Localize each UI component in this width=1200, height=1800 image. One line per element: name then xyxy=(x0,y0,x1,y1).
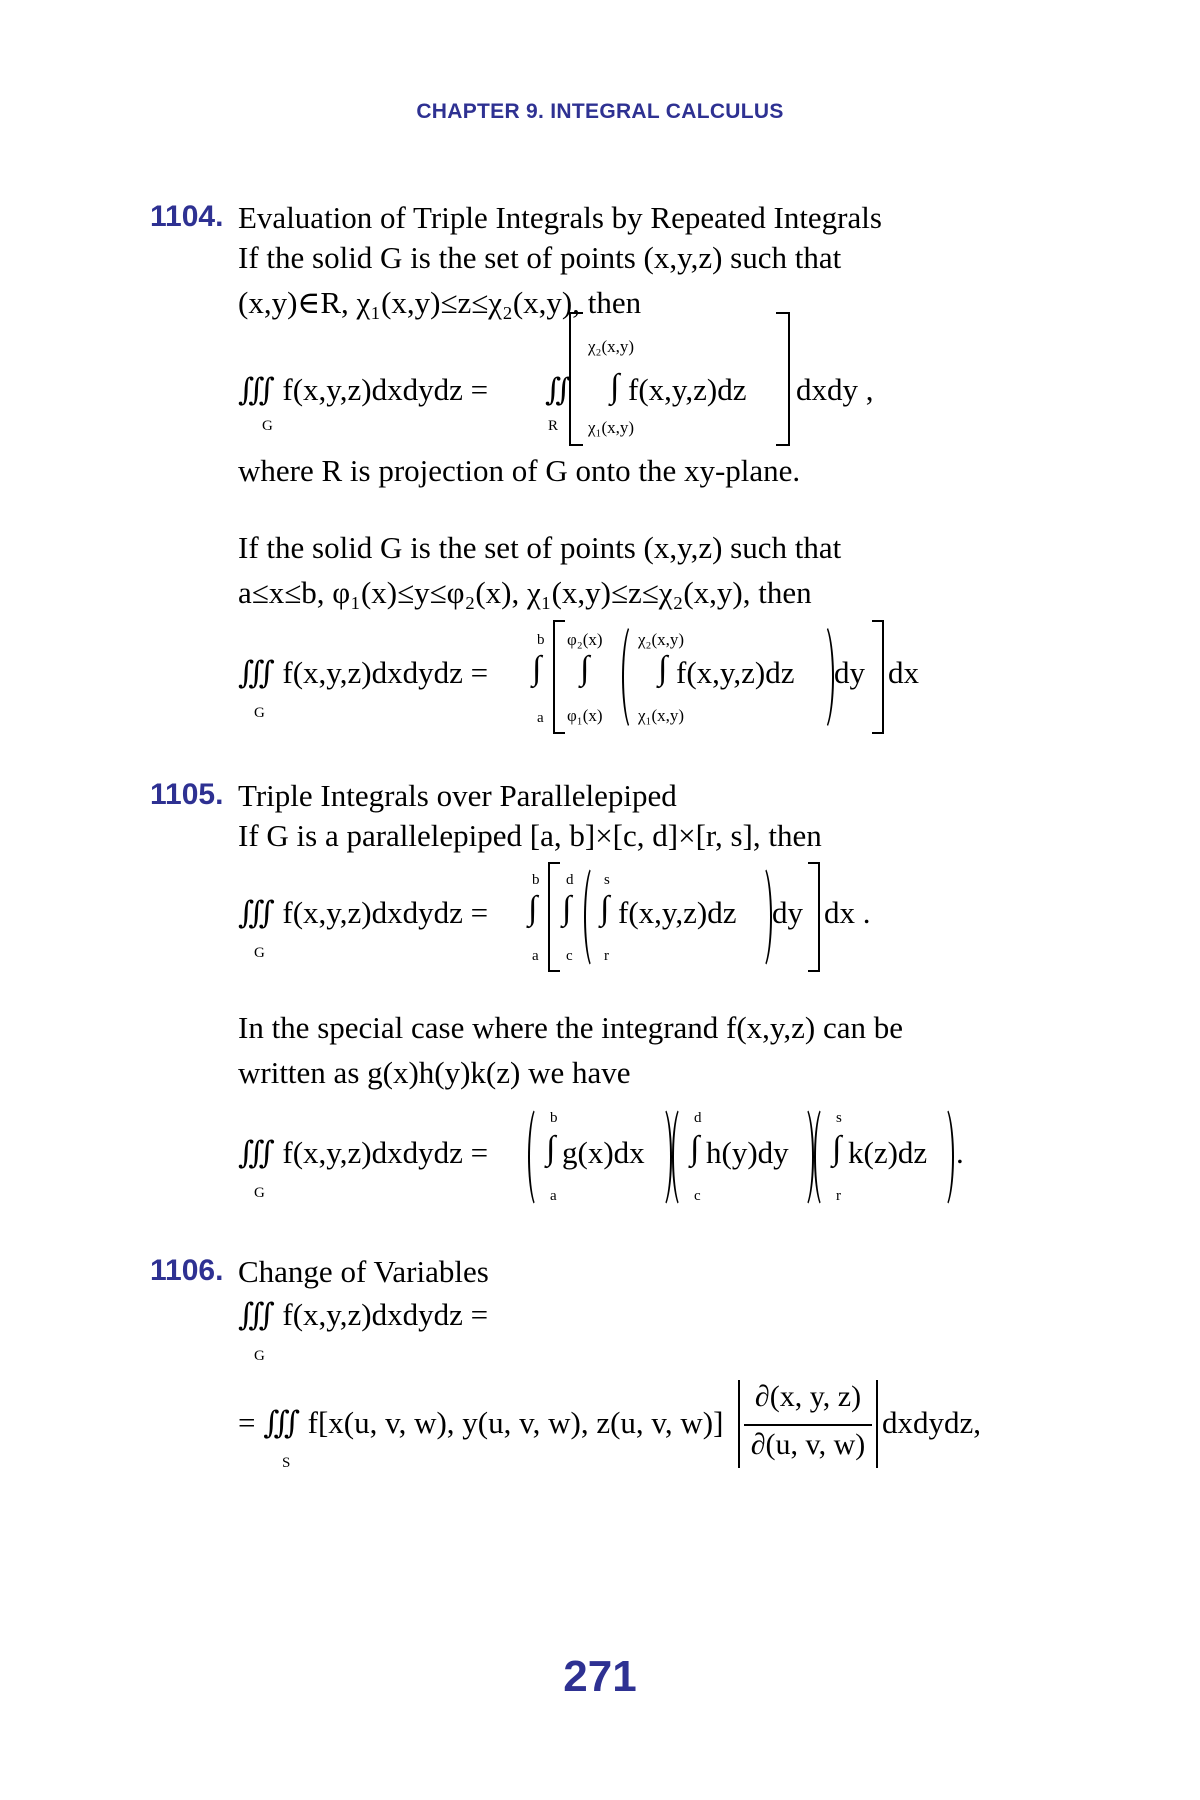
lower-limit-a: a xyxy=(532,948,539,964)
left-bracket xyxy=(553,620,565,734)
upper-limit-s: s xyxy=(604,872,610,888)
equation-lhs: ∭ f(x,y,z)dxdydz = xyxy=(238,655,489,690)
lower-limit: χ₁(x,y) xyxy=(588,418,635,437)
integral-sign: ∫ xyxy=(546,1130,556,1167)
right-bracket xyxy=(872,620,884,734)
abs-bar-left xyxy=(738,1380,740,1468)
chapter-header: CHAPTER 9. INTEGRAL CALCULUS xyxy=(416,100,784,123)
text-line: (x,y)∈R, χ₁(x,y)≤z≤χ₂(x,y), then xyxy=(238,285,642,320)
section-title-1104: Evaluation of Triple Integrals by Repeated Integrals xyxy=(238,200,882,235)
text-line: a≤x≤b, φ₁(x)≤y≤φ₂(x), χ₁(x,y)≤z≤χ₂(x,y), then xyxy=(238,575,812,610)
upper-limit-phi2: φ₂(x) xyxy=(567,630,603,649)
limit-subscript: R xyxy=(548,418,559,434)
jacobian-numerator: ∂(x, y, z) xyxy=(754,1380,862,1413)
fraction-bar xyxy=(744,1424,872,1426)
right-paren xyxy=(794,1105,814,1209)
lower-limit-a: a xyxy=(550,1188,557,1204)
jacobian-denominator: ∂(u, v, w) xyxy=(750,1428,866,1461)
right-bracket xyxy=(776,312,790,446)
left-paren xyxy=(672,1105,692,1209)
text-line: If the solid G is the set of points (x,y,z) such that xyxy=(238,240,842,275)
integral-sign: ∫ xyxy=(658,650,668,687)
abs-bar-right xyxy=(876,1380,878,1468)
integral-sign: ∫ xyxy=(528,890,538,927)
text-line: If G is a parallelepiped [a, b]×[c, d]×[r, s], then xyxy=(238,818,822,853)
upper-limit-b: b xyxy=(532,872,540,888)
right-bracket xyxy=(808,862,820,972)
lower-limit-chi1: χ₁(x,y) xyxy=(638,706,685,725)
left-bracket xyxy=(548,862,560,972)
equation-lhs: ∭ f(x,y,z)dxdydz = xyxy=(238,1297,489,1332)
page-number: 271 xyxy=(563,1652,637,1701)
upper-limit-d: d xyxy=(566,872,574,888)
limit-subscript: G xyxy=(254,1185,265,1201)
upper-limit-s: s xyxy=(836,1110,842,1126)
equation-lhs: ∭ f(x,y,z)dxdydz = xyxy=(238,1135,489,1170)
integrand: f(x,y,z)dz xyxy=(676,655,795,690)
limit-subscript: G xyxy=(254,705,265,721)
equation-rhs: = ∭ f[x(u, v, w), y(u, v, w), z(u, v, w)] xyxy=(238,1405,724,1440)
upper-limit-chi2: χ₂(x,y) xyxy=(638,630,685,649)
text-line: If the solid G is the set of points (x,y,z) such that xyxy=(238,530,842,565)
differential-dx: dx xyxy=(888,655,919,690)
upper-limit-b: b xyxy=(537,632,545,648)
integral-sign: ∫ xyxy=(600,890,610,927)
lower-limit-phi1: φ₁(x) xyxy=(567,706,603,725)
lower-limit-c: c xyxy=(566,948,573,964)
integrand: f(x,y,z)dz xyxy=(628,372,747,407)
text-line: where R is projection of G onto the xy-plane. xyxy=(238,453,801,488)
section-title-1106: Change of Variables xyxy=(238,1254,489,1289)
equation-tail: dxdy , xyxy=(796,372,874,407)
left-paren xyxy=(814,1105,834,1209)
differential-dy: dy xyxy=(772,895,803,930)
period: . xyxy=(956,1135,964,1170)
integral-sign: ∫ xyxy=(562,890,572,927)
equation-tail: dxdydz, xyxy=(882,1405,982,1440)
integral-sign: ∫ xyxy=(690,1130,700,1167)
right-paren xyxy=(934,1105,954,1209)
inner-integral: ∫ xyxy=(610,368,620,405)
limit-subscript: G xyxy=(254,945,265,961)
factor-h: h(y)dy xyxy=(706,1135,789,1170)
integral-sign: ∫ xyxy=(532,650,542,687)
lower-limit-c: c xyxy=(694,1188,701,1204)
lower-limit-r: r xyxy=(604,948,609,964)
integral-sign: ∫ xyxy=(832,1130,842,1167)
integrand: f(x,y,z)dz xyxy=(618,895,737,930)
upper-limit-b: b xyxy=(550,1110,558,1126)
outer-integral: ∬ xyxy=(545,372,572,407)
left-paren xyxy=(528,1105,548,1209)
section-number-1105: 1105. xyxy=(150,778,224,811)
left-bracket xyxy=(569,312,583,446)
lower-limit-a: a xyxy=(537,710,544,726)
upper-limit-d: d xyxy=(694,1110,702,1126)
right-paren xyxy=(812,622,834,732)
differential-dx: dx . xyxy=(824,895,871,930)
text-line: In the special case where the integrand f(x,y,z) can be xyxy=(238,1010,904,1045)
factor-k: k(z)dz xyxy=(848,1135,928,1170)
right-paren xyxy=(652,1105,672,1209)
section-number-1104: 1104. xyxy=(150,200,224,233)
differential-dy: dy xyxy=(834,655,865,690)
integral-sign: ∫ xyxy=(580,650,590,687)
text-line: written as g(x)h(y)k(z) we have xyxy=(238,1055,631,1090)
equation-lhs: ∭ f(x,y,z)dxdydz = xyxy=(238,895,489,930)
right-paren xyxy=(752,864,772,970)
limit-subscript: G xyxy=(254,1348,265,1364)
lower-limit-r: r xyxy=(836,1188,841,1204)
limit-subscript: S xyxy=(282,1455,291,1471)
section-number-1106: 1106. xyxy=(150,1254,224,1287)
section-title-1105: Triple Integrals over Parallelepiped xyxy=(238,778,677,813)
limit-subscript: G xyxy=(262,418,273,434)
upper-limit: χ₂(x,y) xyxy=(588,337,635,356)
factor-g: g(x)dx xyxy=(562,1135,645,1170)
equation-lhs: ∭ f(x,y,z)dxdydz = xyxy=(238,372,489,407)
